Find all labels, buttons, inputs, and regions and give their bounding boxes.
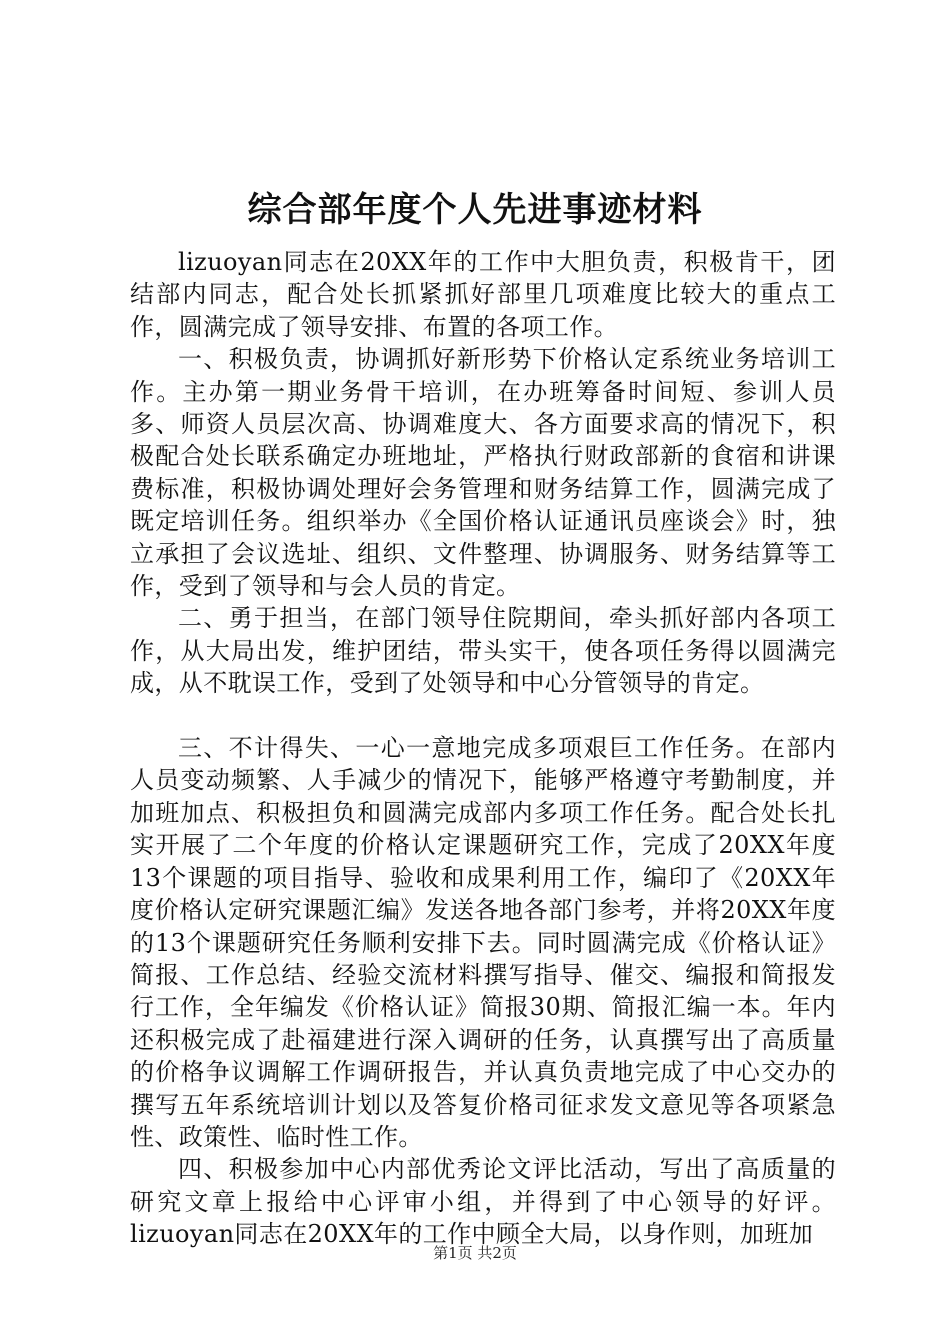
page-number-footer: 第1页 共2页	[433, 1244, 517, 1262]
paragraph-section-1: 一、积极负责，协调抓好新形势下价格认定系统业务培训工作。主办第一期业务骨干培训，在办班筹备时间短、参训人员多、师资人员层次高、协调难度大、各方面要求高的情况下，积极配合处长联系确定办班地址，严格执行财政部新的食宿和讲课费标准，积极协调处理好会务管理和财务结算工作，圆满完成了既定培训任务。组织举办《全国价格认证通讯员座谈会》时，独立承担了会议选址、组织、文件整理、协调服务、财务结算等工作，受到了领导和与会人员的肯定。	[130, 345, 836, 601]
paragraph-section-4: 四、积极参加中心内部优秀论文评比活动，写出了高质量的研究文章上报给中心评审小组，并得到了中心领导的好评。lizuoyan同志在20XX年的工作中顾全大局，以身作则，加班加	[130, 1155, 836, 1249]
paragraph-section-3: 三、不计得失、一心一意地完成多项艰巨工作任务。在部内人员变动频繁、人手减少的情况下，能够严格遵守考勤制度，并加班加点、积极担负和圆满完成部内多项工作任务。配合处长扎实开展了二个年度的价格认定课题研究工作，完成了20XX年度13个课题的项目指导、验收和成果利用工作，编印了《20XX年度价格认定研究课题汇编》发送各地各部门参考，并将20XX年度的13个课题研究任务顺利安排下去。同时圆满完成《价格认证》简报、工作总结、经验交流材料撰写指导、催交、编报和简报发行工作，全年编发《价格认证》简报30期、简报汇编一本。年内还积极完成了赴福建进行深入调研的任务，认真撰写出了高质量的价格争议调解工作调研报告，并认真负责地完成了中心交办的撰写五年系统培训计划以及答复价格司征求发文意见等各项紧急性、政策性、临时性工作。	[130, 734, 836, 1151]
paragraph-spacer	[130, 700, 836, 732]
paragraph-section-2: 二、勇于担当，在部门领导住院期间，牵头抓好部内各项工作，从大局出发，维护团结，带头实干，使各项任务得以圆满完成，从不耽误工作，受到了处领导和中心分管领导的肯定。	[130, 604, 836, 698]
paragraph-intro: lizuoyan同志在20XX年的工作中大胆负责，积极肯干，团结部内同志，配合处长抓紧抓好部里几项难度比较大的重点工作，圆满完成了领导安排、布置的各项工作。	[130, 248, 836, 341]
document-body	[130, 246, 836, 1251]
document-title: 综合部年度个人先进事迹材料	[247, 190, 703, 230]
